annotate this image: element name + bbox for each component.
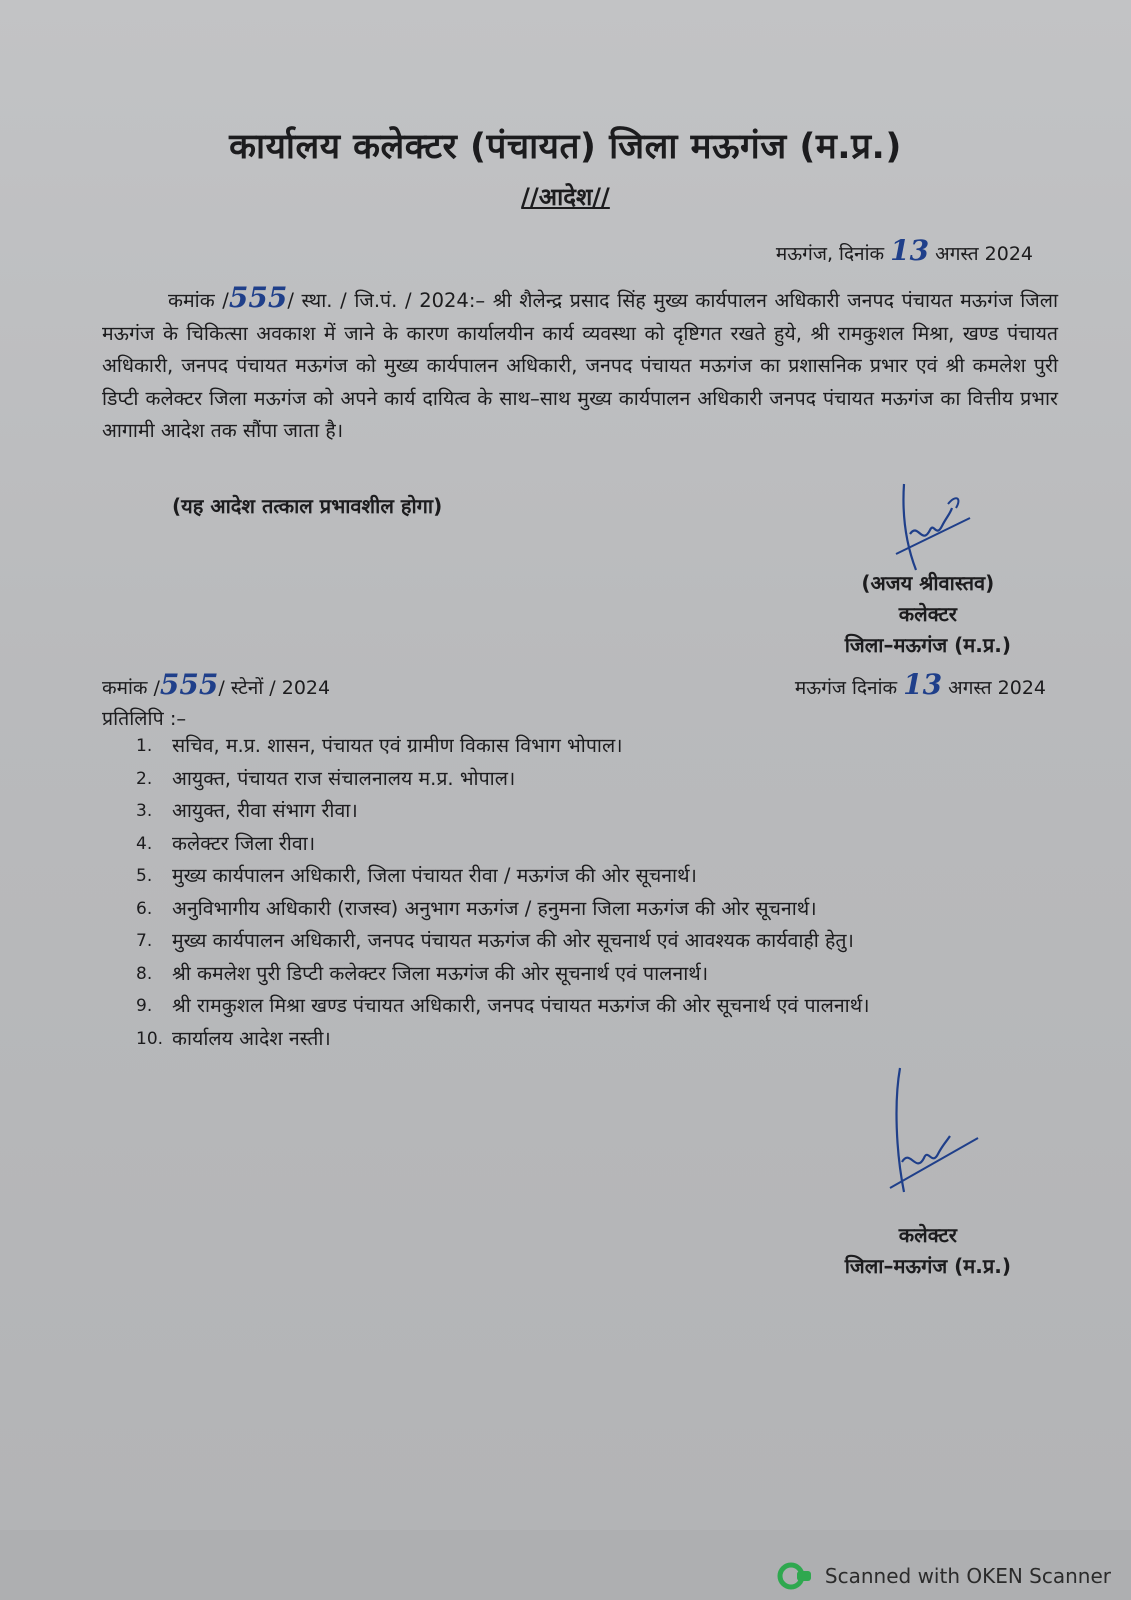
copy-date <box>795 668 1046 701</box>
copy-date-prefix: मऊगंज दिनांक <box>794 677 898 699</box>
list-item: 10. कार्यालय आदेश नस्ती। <box>136 1026 331 1050</box>
order-ref-suffix: / स्था. / जि.पं. / 2024:– <box>287 289 486 312</box>
date-suffix: अगस्त 2024 <box>935 243 1033 265</box>
signatory2-designation: कलेक्टर <box>898 1223 957 1247</box>
signature-2 <box>880 1062 990 1212</box>
order-date <box>776 234 1033 267</box>
order-paragraph <box>102 282 1058 448</box>
scanner-watermark-text: Scanned with OKEN Scanner <box>824 1564 1111 1588</box>
copy-reference <box>102 668 330 701</box>
list-item: 2. आयुक्त, पंचायत राज संचालनालय म.प्र. भोपाल। <box>136 766 516 790</box>
date-day-handwritten: 13 <box>890 234 930 267</box>
order-heading: //आदेश// <box>521 183 610 211</box>
list-item: 1. सचिव, म.प्र. शासन, पंचायत एवं ग्रामीण विकास विभाग भोपाल। <box>136 734 623 757</box>
order-ref-number-handwritten: 555 <box>228 281 288 314</box>
signatory-district: जिला–मऊगंज (म.प्र.) <box>844 633 1011 657</box>
list-item: 9. श्री रामकुशल मिश्रा खण्ड पंचायत अधिकारी, जनपद पंचायत मऊगंज की ओर सूचनार्थ एवं पालनार्थ। <box>136 994 870 1017</box>
list-item: 8. श्री कमलेश पुरी डिप्टी कलेक्टर जिला मऊगंज की ओर सूचनार्थ एवं पालनार्थ। <box>136 961 709 985</box>
list-item: 6. अनुविभागीय अधिकारी (राजस्व) अनुभाग मऊगंज / हनुमना जिला मऊगंज की ओर सूचनार्थ। <box>136 896 817 920</box>
copy-ref-number-handwritten: 555 <box>159 668 219 701</box>
copy-date-day-handwritten: 13 <box>903 668 943 701</box>
date-prefix: मऊगंज, दिनांक <box>775 243 885 265</box>
copy-ref-prefix: कमांक / <box>102 677 160 699</box>
list-item: 3. आयुक्त, रीवा संभाग रीवा। <box>136 799 358 822</box>
list-item: 7. मुख्य कार्यपालन अधिकारी, जनपद पंचायत मऊगंज की ओर सूचनार्थ एवं आवश्यक कार्यवाही हेतु। <box>136 929 854 952</box>
office-title: कार्यालय कलेक्टर (पंचायत) जिला मऊगंज (म.प्र.) <box>229 127 902 167</box>
copy-heading: प्रतिलिपि :– <box>102 707 187 730</box>
signatory-block-2 <box>845 1220 1011 1282</box>
order-ref-prefix: कमांक / <box>168 289 229 312</box>
copy-list <box>136 730 1058 1055</box>
copy-date-suffix: अगस्त 2024 <box>948 677 1046 699</box>
effective-note: (यह आदेश तत्काल प्रभावशील होगा) <box>172 494 443 518</box>
signatory-designation: कलेक्टर <box>898 602 957 626</box>
oken-scanner-logo-icon <box>777 1562 815 1590</box>
scanner-watermark <box>777 1562 1111 1590</box>
order-body: श्री शैलेन्द्र प्रसाद सिंह मुख्य कार्यपालन अधिकारी जनपद पंचायत मऊगंज जिला मऊगंज के चिकित्सा अवकाश में जाने के कारण कार्यालयीन कार्य व्यवस्था को दृष्टिगत रखते हुये, श्री रामकुशल मिश्रा, खण्ड पंचायत अधिकारी, जनपद पंचायत मऊगंज को मुख्य कार्यपालन अधिकारी, जनपद पंचायत मऊगंज का प्रशासनिक प्रभार एवं श्री कमलेश पुरी डिप्टी कलेक्टर जिला मऊगंज को अपने कार्य दायित्व के साथ–साथ मुख्य कार्यपालन अधिकारी जनपद पंचायत मऊगंज का वित्तीय प्रभार आगामी आदेश तक सौंपा जाता है। <box>102 289 1059 442</box>
copy-ref-suffix: / स्टेनों / 2024 <box>218 677 331 699</box>
list-item: 5. मुख्य कार्यपालन अधिकारी, जिला पंचायत रीवा / मऊगंज की ओर सूचनार्थ। <box>136 864 697 887</box>
signatory-name: (अजय श्रीवास्तव) <box>861 571 995 595</box>
list-item: 4. कलेक्टर जिला रीवा। <box>136 831 316 855</box>
signatory2-district: जिला–मऊगंज (म.प्र.) <box>844 1254 1011 1278</box>
signatory-block <box>845 568 1011 661</box>
